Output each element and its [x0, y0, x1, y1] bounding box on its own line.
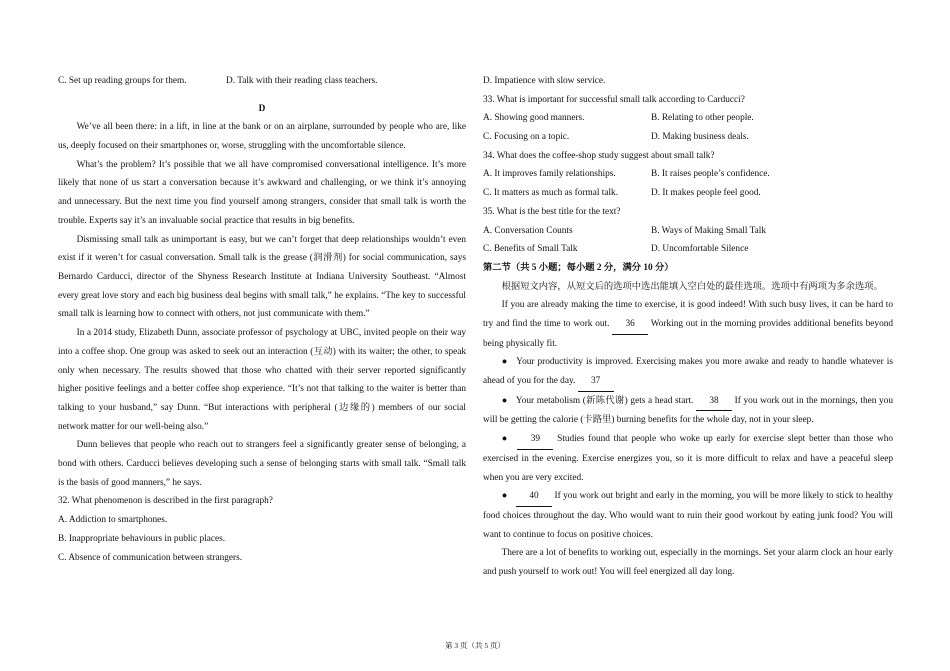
q32-stem: 32. What phenomenon is described in the first paragraph?: [58, 496, 273, 507]
passage-paragraph: We’ve all been there: in a lift, in line at the bank or on an airplane, surrounded by people who are, like us, deeply focused on their smartphones or, worse, struggling with the uncomfortable silence.: [58, 122, 466, 152]
q31-options-cd: [58, 72, 466, 91]
q33-option-c[interactable]: C. Focusing on a topic.: [483, 132, 570, 143]
passage-title: D: [258, 103, 266, 114]
q35-option-b[interactable]: B. Ways of Making Small Talk: [651, 225, 766, 236]
cloze-text: If you work out bright and early in the morning, you will be more likely to stick to healthy food choices throughout the day. Who would want to ruin their good workout by eating junk food? You will want to continue to focus on positive choices.: [483, 491, 894, 540]
blank-38[interactable]: 38: [696, 392, 732, 412]
q35-option-c[interactable]: C. Benefits of Small Talk: [483, 244, 578, 255]
q35-stem: 35. What is the best title for the text?: [483, 206, 621, 217]
cloze-text: Your productivity is improved. Exercising makes you more awake and ready to handle whatever is ahead of you for the day.: [483, 357, 894, 387]
cloze-bullet-2: [483, 392, 893, 430]
q31-option-c[interactable]: C. Set up reading groups for them.: [58, 76, 187, 86]
q34-options-ab: [483, 165, 893, 184]
q32-option-a[interactable]: A. Addiction to smartphones.: [58, 515, 168, 526]
blank-36[interactable]: 36: [612, 315, 648, 335]
cloze-paragraph-1: [483, 296, 893, 353]
q34-stem: 34. What does the coffee-shop study suggest about small talk?: [483, 150, 715, 161]
q35-option-d[interactable]: D. Uncomfortable Silence: [651, 244, 749, 255]
q35-options-ab: [483, 222, 893, 241]
left-column: [58, 72, 466, 567]
q32-option-c[interactable]: C. Absence of communication between strangers.: [58, 552, 243, 563]
q34-options-cd: [483, 184, 893, 203]
blank-37[interactable]: 37: [578, 372, 614, 392]
q34-option-d[interactable]: D. It makes people feel good.: [651, 188, 761, 199]
q33-options-cd: [483, 128, 893, 147]
section2-instructions: 根据短文内容，从短文后的选项中选出能填入空白处的最佳选项。选项中有两项为多余选项。: [501, 281, 883, 292]
bullet-icon: ●: [501, 395, 508, 406]
q33-options-ab: [483, 109, 893, 128]
passage-paragraph: In a 2014 study, Elizabeth Dunn, associate professor of psychology at UBC, invited people on their way into a coffee shop. One group was asked to seek out an interaction (互动) with its waiter; the other, to speak only when necessary. The results showed that those who chatted with their server reported significantly higher positive feelings and a better coffee shop experience. “It’s not that talking to the waiter is better than talking to your husband,” say Dunn. “But interactions with peripheral (边缘的) members of our social network matter for our well-being also.”: [58, 328, 466, 432]
cloze-text: Studies found that people who woke up early for exercise slept better than those who exercised in the evening. Exercise energizes you, so it is more difficult to relax and have a peaceful sleep when you are very excited.: [483, 434, 893, 483]
cloze-text: If you are already making the time to exercise, it is good indeed! With such busy lives, it can be hard to try and find the time to work out.: [483, 300, 893, 329]
q33-stem: 33. What is important for successful small talk according to Carducci?: [483, 94, 745, 105]
bullet-icon: ●: [501, 434, 508, 445]
bullet-icon: ●: [501, 357, 508, 368]
blank-39[interactable]: 39: [517, 430, 553, 450]
q35-option-a[interactable]: A. Conversation Counts: [483, 225, 573, 236]
passage-paragraph: Dismissing small talk as unimportant is easy, but we can’t forget that deep relationships wouldn’t even exist if it weren’t for casual conversation. Small talk is the grease (润滑剂) for social communication, says Bernardo Carducci, director of the Shyness Research Institute at Indiana University Southeast. “Almost every great love story and each big business deal begins with small talk,” he explains. “The key to successful small talk is learning how to connect with others, not just communicate with them.”: [58, 234, 466, 320]
section2-heading: 第二节（共 5 小题；每小题 2 分，满分 10 分）: [483, 262, 674, 273]
cloze-paragraph-last: There are a lot of benefits to working out, especially in the mornings. Set your alarm clock an hour early and push yourself to work out! You will feel energized all day long.: [483, 548, 893, 578]
q33-option-d[interactable]: D. Making business deals.: [651, 132, 749, 143]
page-footer: 第 3 页（共 5 页）: [445, 641, 505, 650]
right-column: [483, 72, 893, 582]
q32-option-b[interactable]: B. Inappropriate behaviours in public places.: [58, 533, 226, 544]
cloze-bullet-1: [483, 353, 893, 391]
q34-option-b[interactable]: B. It raises people’s confidence.: [651, 169, 770, 180]
q31-option-d[interactable]: D. Talk with their reading class teachers.: [226, 76, 378, 86]
q34-option-c[interactable]: C. It matters as much as formal talk.: [483, 188, 619, 199]
cloze-bullet-4: [483, 487, 893, 544]
q33-option-a[interactable]: A. Showing good manners.: [483, 113, 585, 124]
q34-option-a[interactable]: A. It improves family relationships.: [483, 169, 616, 180]
blank-40[interactable]: 40: [516, 487, 552, 507]
cloze-text: If you work out in the mornings, then you will be getting the calorie (卡路里) burning benefits for the whole day, not in your sleep.: [483, 395, 893, 426]
passage-paragraph: Dunn believes that people who reach out to strangers feel a significantly greater sense of belonging, a bond with others. Carducci believes developing such a sense of belonging starts with small talk. “Small talk is the basis of good manners,” he says.: [58, 440, 466, 488]
q32-option-d[interactable]: D. Impatience with slow service.: [483, 76, 606, 86]
cloze-bullet-3: [483, 430, 893, 487]
bullet-icon: ●: [501, 491, 508, 502]
cloze-text: Your metabolism (新陈代谢) gets a head start.: [515, 395, 694, 406]
cloze-text: Working out in the morning provides additional benefits beyond being physically fit.: [483, 318, 894, 349]
passage-paragraph: What’s the problem? It’s possible that we all have compromised conversational intelligence. It’s more likely that none of us start a conversation because it’s awkward and challenging, or we think it’s annoying and unnecessary. But the next time you find yourself among strangers, consider that small talk is worth the trouble. Experts say it’s an invaluable social practice that results in big benefits.: [58, 159, 466, 226]
q33-option-b[interactable]: B. Relating to other people.: [651, 113, 754, 124]
q35-options-cd: [483, 240, 893, 259]
